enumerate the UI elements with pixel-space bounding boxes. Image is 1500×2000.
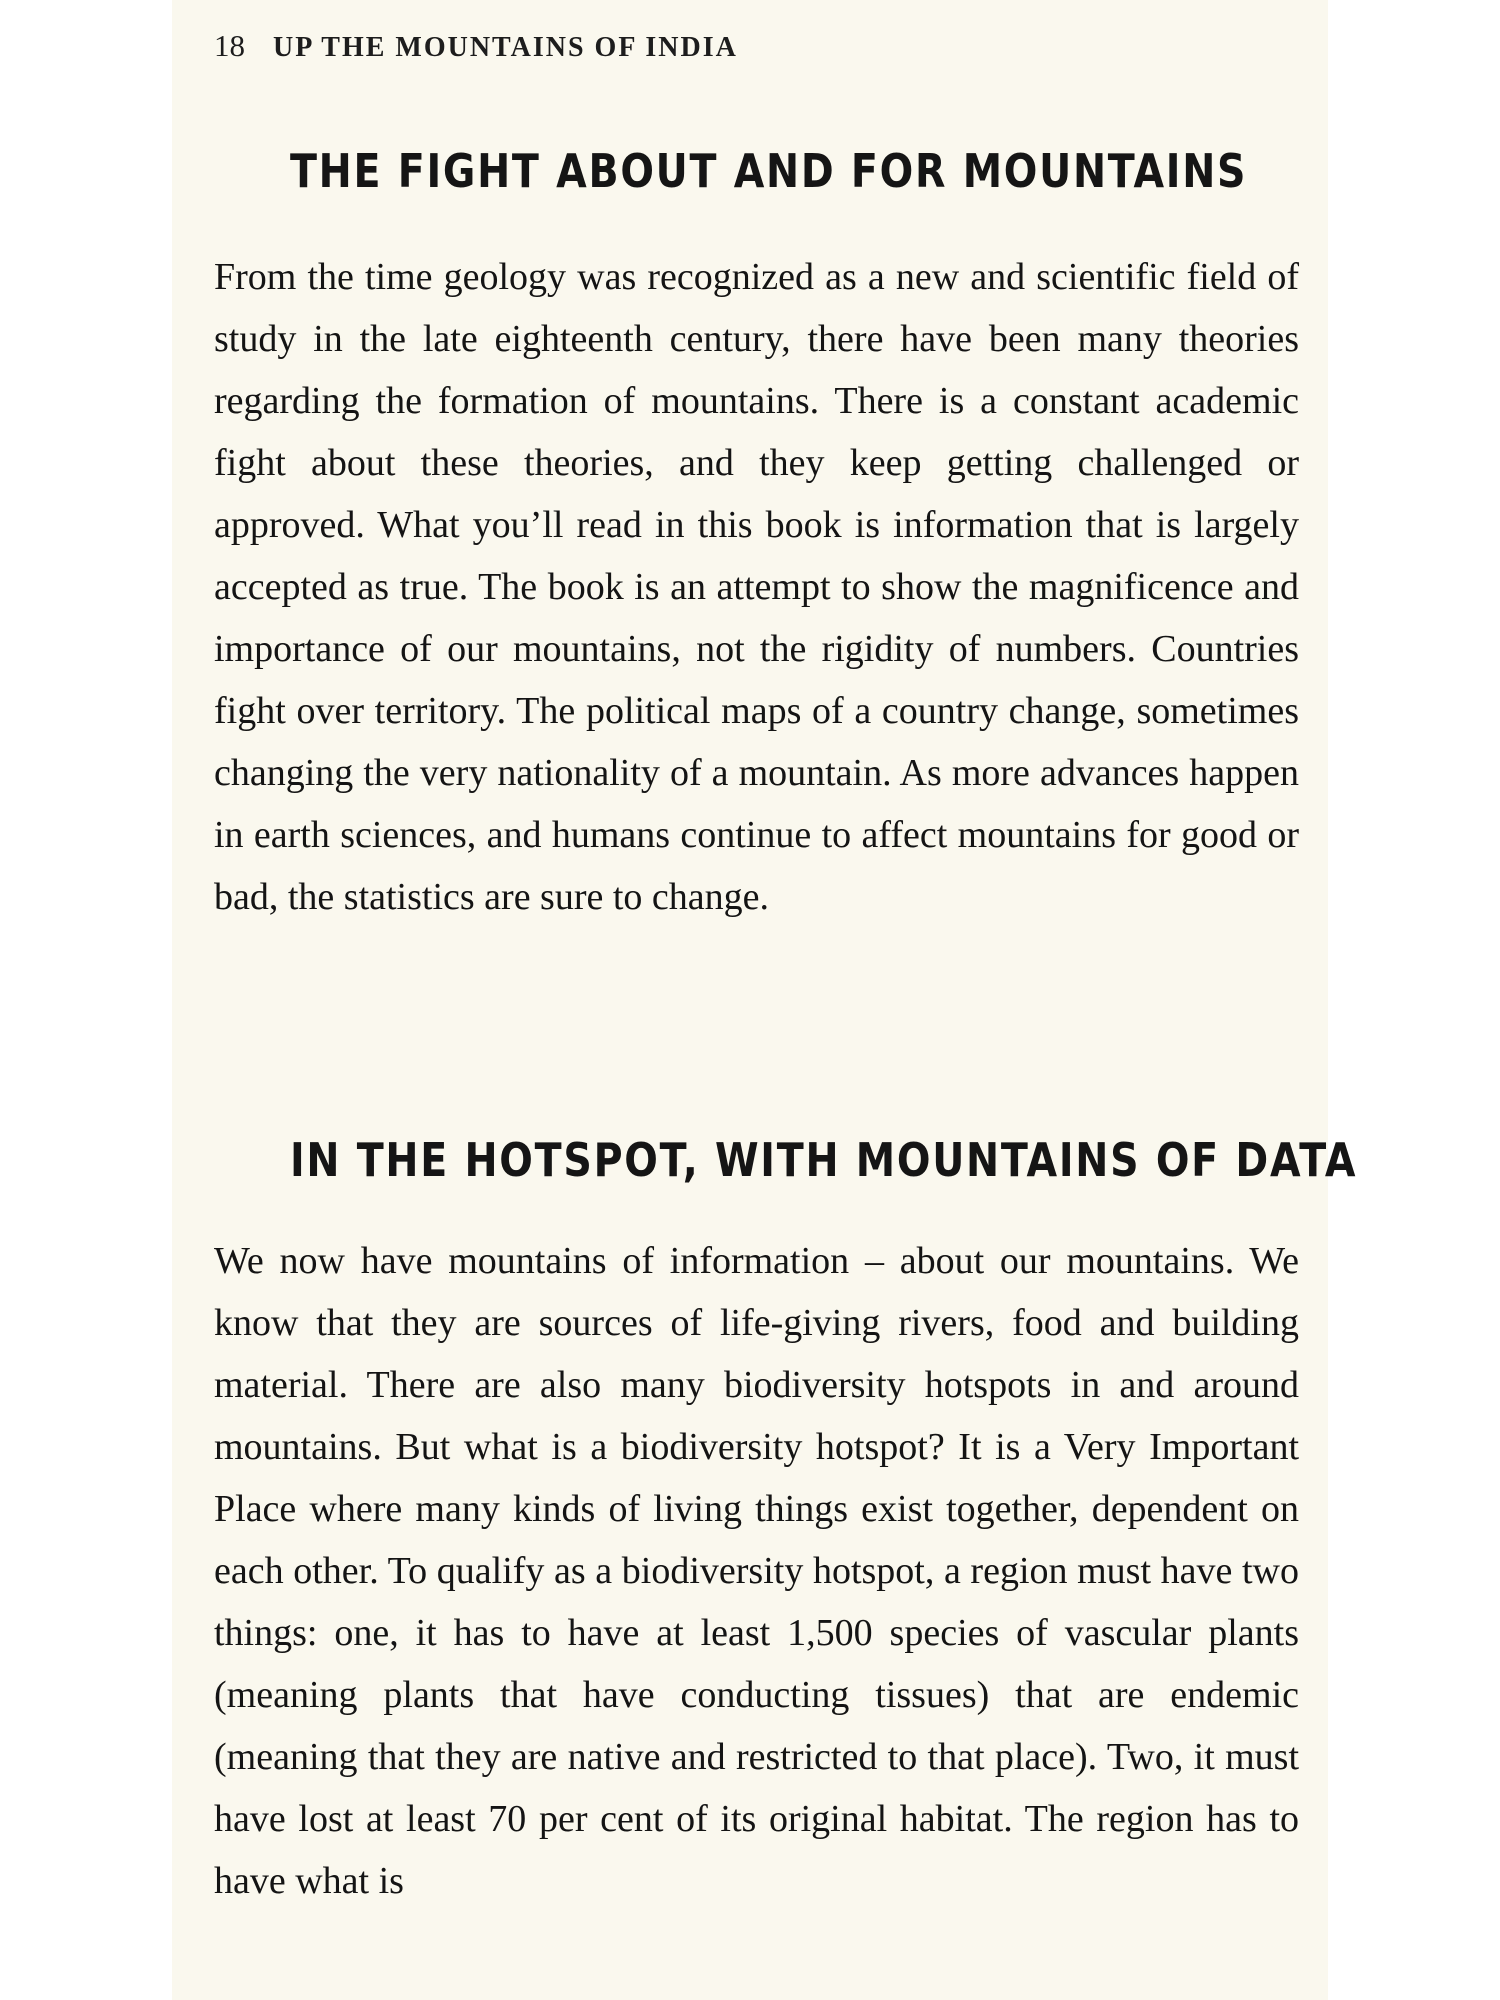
- section-heading-fight: THE FIGHT ABOUT AND FOR MOUNTAINS: [289, 144, 1248, 198]
- page-number: 18: [214, 28, 245, 63]
- book-title: UP THE MOUNTAINS OF INDIA: [273, 32, 738, 63]
- section-body-fight: From the time geology was recognized as a new and scientific field of study in the late eighteenth century, there have been many theories regarding the formation of mountains. There is a constant academic fight about these theories, and they keep getting challenged or approved. What you’ll read in this book is information that is largely accepted as true. The book is an attempt to show the magnificence and importance of our mountains, not the rigidity of numbers. Countries fight over territory. The political maps of a country change, sometimes changing the very nationality of a mountain. As more advances happen in earth sciences, and humans continue to affect mountains for good or bad, the statistics are sure to change.: [214, 256, 1299, 918]
- section-body-hotspot: We now have mountains of information – about our mountains. We know that they are sources of life-giving rivers, food and building material. There are also many biodiversity hotspots in and around mountains. But what is a biodiversity hotspot? It is a Very Important Place where many kinds of living things exist together, dependent on each other. To qualify as a biodiversity hotspot, a region must have two things: one, it has to have at least 1,500 species of vascular plants (meaning plants that have conducting tissues) that are endemic (meaning that they are native and restricted to that place). Two, it must have lost at least 70 per cent of its original habitat. The region has to have what is: [214, 1240, 1299, 1902]
- section-heading-hotspot: IN THE HOTSPOT, WITH MOUNTAINS OF DATA: [289, 1133, 1358, 1187]
- running-header: [214, 28, 738, 64]
